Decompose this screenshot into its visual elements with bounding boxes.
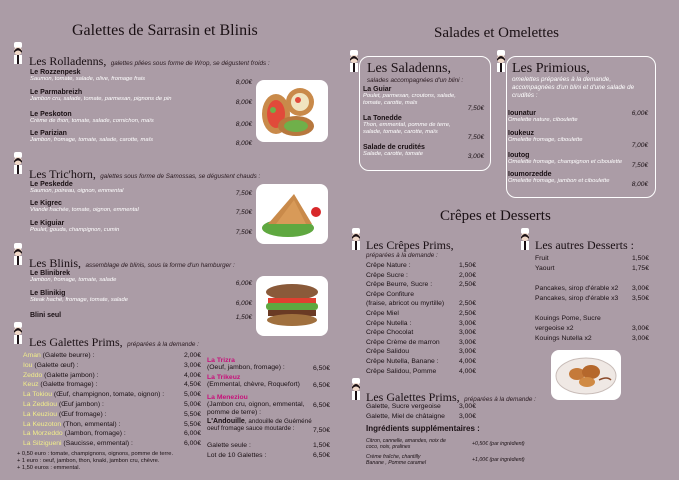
item-price: 6,50€ xyxy=(312,452,330,459)
list-item xyxy=(366,272,476,282)
list-item xyxy=(366,262,476,272)
list-item xyxy=(30,200,252,220)
rolladenns-list xyxy=(30,69,252,150)
item-desc: (Jambon, fromage) : xyxy=(62,430,126,438)
galettes-sucrees-intro: préparées à la demande : xyxy=(464,396,536,403)
chef-icon xyxy=(10,152,26,176)
item-price: 7,50€ xyxy=(235,229,252,236)
item-name: Crêpe Nutella, Banane : xyxy=(366,357,439,365)
item-desc: (Galette œuf) : xyxy=(32,361,79,369)
list-item xyxy=(366,291,476,301)
list-item xyxy=(366,358,476,368)
item-name: Fruit xyxy=(535,255,549,262)
item-desc: Salade, carotte, tomate xyxy=(363,151,423,157)
item-desc: (Galette fromage) : xyxy=(38,381,98,389)
blinis-intro: assemblage de blinis, sous la forme d'un hamburger : xyxy=(85,262,235,269)
list-item xyxy=(366,438,526,454)
item-desc: Saumon, tomate, salade, olive, fromage frais xyxy=(30,76,146,82)
list-item xyxy=(363,115,487,144)
rolladenns-title: Les Rolladenns, xyxy=(29,54,107,68)
autres-desserts-title: Les autres Desserts : xyxy=(535,238,634,252)
galettes-prims-title: Les Galettes Prims, xyxy=(29,335,123,349)
list-item xyxy=(366,339,476,349)
extra-line: + 1 euro : oeuf, jambon, thon, knaki, jambon cru, chèvre. xyxy=(17,458,160,464)
item-price: 1,50€ xyxy=(458,262,476,269)
list-item xyxy=(23,411,201,421)
list-item xyxy=(363,144,487,164)
crepes-title: Crêpes et Desserts xyxy=(440,208,551,224)
saladenns-list xyxy=(363,86,487,164)
list-item xyxy=(207,394,330,418)
item-price: 7,50€ xyxy=(312,427,330,434)
item-price: 2,50€ xyxy=(458,300,476,308)
item-name: Galette, Sucre vergeoise xyxy=(366,403,441,410)
list-item xyxy=(23,372,201,382)
item-desc: Poulet, parmesan, croutons, salade, tomate, carotte, maïs xyxy=(363,93,456,106)
crepes-prims-title: Les Crêpes Prims, xyxy=(366,238,454,252)
item-price: 3,00€ xyxy=(631,335,649,342)
item-price: 6,50€ xyxy=(312,382,330,389)
galettes-sucrees-list xyxy=(366,403,476,423)
item-name: La Meneziou xyxy=(207,394,248,401)
item-name: Le Blinikig xyxy=(30,290,66,297)
item-price: 8,00€ xyxy=(235,121,252,128)
left-title: Galettes de Sarrasin et Blinis xyxy=(72,22,258,39)
item-price: 7,50€ xyxy=(631,162,648,169)
item-name: Crêpe Sucre : xyxy=(366,271,408,279)
item-name: Yaourt xyxy=(535,265,555,272)
trichorn-intro: galettes sous forme de Samossas, se dégustent chauds : xyxy=(100,173,261,180)
item-desc: Citron, cannelle, amandes, noix de coco, noix, pralines xyxy=(366,438,446,450)
item-price: 4,00€ xyxy=(183,371,201,379)
item-desc: Steak haché, fromage, tomate, salade xyxy=(30,297,128,303)
list-item xyxy=(508,110,650,130)
salads-title: Salades et Omelettes xyxy=(434,25,559,41)
item-desc: Crème fraîche, chantilly Banane , Pomme caramel xyxy=(366,454,426,466)
primious-intro: omelettes préparées à la demande, accompagnées d'un blini et d'une salade de crudités : xyxy=(512,76,635,99)
list-item xyxy=(23,391,201,401)
list-item xyxy=(535,265,649,285)
item-price: 3,00€ xyxy=(458,348,476,356)
list-item xyxy=(30,89,252,111)
item-name: vergeoise x2 xyxy=(535,325,574,332)
item-name: Pancakes, sirop d'érable x2 xyxy=(535,285,619,292)
item-price: 2,50€ xyxy=(458,281,476,289)
item-name: Galette, Miel de châtaigne xyxy=(366,413,445,420)
list-item xyxy=(23,440,201,450)
item-price: 2,50€ xyxy=(458,309,476,317)
item-price: 3,00€ xyxy=(631,285,649,292)
item-desc: oeuf fromage sauce moutarde : xyxy=(207,425,295,432)
item-name: La Tokiou xyxy=(23,391,52,399)
item-price: 3,00€ xyxy=(183,361,201,369)
item-price: 1,50€ xyxy=(312,442,330,449)
list-item xyxy=(23,430,201,440)
crepes-prims-list xyxy=(366,262,476,377)
item-price: 4,00€ xyxy=(458,367,476,375)
item-name: L'Andouille xyxy=(207,418,245,425)
pancake-photo xyxy=(551,350,621,400)
item-desc: Jambon, fromage, tomate, salade, carotte, maïs xyxy=(30,137,154,143)
item-price: 6,00€ xyxy=(235,300,252,307)
item-name: Crêpe Chocolat xyxy=(366,329,414,337)
item-price: 7,50€ xyxy=(235,190,252,197)
item-name: La Morzeddo xyxy=(23,430,63,438)
item-price: 6,00€ xyxy=(631,110,648,117)
list-item xyxy=(366,329,476,339)
item-name: Le Peskoton xyxy=(30,111,72,118)
item-desc: Viande hachée, tomate, oignon, emmental xyxy=(30,207,139,213)
saladenns-title: Les Saladenns, xyxy=(367,61,451,76)
item-price: 5,00€ xyxy=(183,391,201,399)
galettes-prims-intro: préparées à la demande : xyxy=(127,341,199,348)
item-name: Crêpe Crème de marron xyxy=(366,338,440,346)
item-price: 2,00€ xyxy=(183,352,201,359)
chef-icon xyxy=(348,228,364,252)
samosa-photo xyxy=(256,184,328,244)
item-name: Ioumorzedde xyxy=(508,171,552,178)
item-name: Crêpe Confiture xyxy=(366,290,414,298)
item-name: Ioukeuz xyxy=(508,130,535,137)
list-item xyxy=(23,352,201,362)
item-name: Aman xyxy=(23,352,41,359)
list-item xyxy=(30,111,252,130)
list-item xyxy=(23,421,201,431)
list-item xyxy=(366,348,476,358)
list-item xyxy=(207,452,330,462)
item-name: (fraise, abricot ou myrtille) xyxy=(366,300,445,308)
item-name: Crêpe Nature : xyxy=(366,262,411,269)
item-name: La Guiar xyxy=(363,86,392,93)
item-desc: (Œuf, champignon, tomate, oignon) : xyxy=(51,391,165,399)
list-item xyxy=(535,285,649,295)
item-desc: Thon, emmental, pomme de terre, salade, tomate, carotte, maïs xyxy=(363,122,451,135)
supp-title: Ingrédients supplémentaires : xyxy=(366,424,480,433)
item-desc: Saumon, poireau, oignon, emmental xyxy=(30,188,124,194)
item-desc: (Galette jambon) : xyxy=(42,371,99,379)
galettes-prims-header xyxy=(29,333,199,351)
galettes-prims-list-right xyxy=(207,357,330,462)
item-name: Le Parizian xyxy=(30,130,67,137)
item-desc: Omelette fromage, jambon et ciboulette xyxy=(508,178,610,184)
item-desc: (Œuf fromage) : xyxy=(57,410,107,418)
list-item xyxy=(207,418,330,442)
rolladenns-header xyxy=(29,52,270,70)
item-name: Le Kiguiar xyxy=(30,220,65,227)
item-price: 3,00€ xyxy=(458,403,476,410)
item-price: 6,00€ xyxy=(235,280,252,287)
item-price: 7,50€ xyxy=(467,134,484,141)
item-desc: Jambon cru, salade, tomate, parmesan, pignons de pin xyxy=(30,96,172,102)
trichorn-list xyxy=(30,181,252,240)
supp-list xyxy=(366,438,526,470)
item-name: Pancakes, sirop d'érable x3 xyxy=(535,295,619,302)
item-name: Galette seule : xyxy=(207,442,251,449)
list-item xyxy=(366,310,476,320)
item-desc: (Oeuf, jambon, fromage) : xyxy=(207,364,285,371)
list-item xyxy=(535,335,649,345)
item-price: 5,00€ xyxy=(183,400,201,408)
list-item xyxy=(535,325,649,335)
item-price: 3,00€ xyxy=(458,413,476,420)
item-desc: (Galette beurre) : xyxy=(40,352,95,359)
item-name: Lot de 10 Galettes : xyxy=(207,452,267,459)
list-item xyxy=(535,255,649,265)
primious-title: Les Primious, xyxy=(512,61,590,76)
item-price: 2,00€ xyxy=(458,271,476,279)
list-item xyxy=(535,315,649,325)
item-name: Crêpe Beurre, Sucre : xyxy=(366,281,433,289)
item-desc: Poulet, gouda, champignon, cumin xyxy=(30,227,120,233)
item-price: 4,00€ xyxy=(458,357,476,365)
item-price: 1,50€ xyxy=(631,255,649,262)
item-name: Keuz xyxy=(23,381,39,389)
item-price: 1,75€ xyxy=(631,265,649,272)
list-item xyxy=(508,171,650,191)
list-item xyxy=(23,381,201,391)
item-name: Iounatur xyxy=(508,110,536,117)
primious-list xyxy=(508,110,650,191)
list-item xyxy=(30,130,252,150)
item-name: Le Peskedde xyxy=(30,181,73,188)
list-item xyxy=(508,152,650,171)
item-price: 5,50€ xyxy=(183,410,201,418)
item-name: La Trizra xyxy=(207,357,235,364)
item-name: La Silzigueni xyxy=(23,440,62,448)
list-item xyxy=(366,320,476,330)
item-price: 3,00€ xyxy=(458,319,476,327)
list-item xyxy=(366,368,476,378)
crepes-prims-intro: préparées à la demande : xyxy=(366,252,438,259)
item-desc: Omelette nature, ciboulette xyxy=(508,117,578,123)
list-item xyxy=(30,290,252,312)
item-price: 3,50€ xyxy=(631,295,649,302)
item-price: +0,50€ (par ingrédient) xyxy=(472,441,525,447)
blinis-list xyxy=(30,270,252,326)
list-item xyxy=(207,357,330,374)
list-item xyxy=(207,442,330,452)
chef-icon xyxy=(10,322,26,346)
galettes-sucrees-title: Les Galettes Prims, xyxy=(366,390,460,404)
item-price: 7,50€ xyxy=(235,209,252,216)
list-item xyxy=(23,401,201,411)
burger-photo xyxy=(256,276,328,336)
list-item xyxy=(23,362,201,372)
item-name: Zeddo xyxy=(23,371,43,379)
chef-icon xyxy=(10,243,26,267)
wrap-photo xyxy=(256,80,328,142)
item-name: Blini seul xyxy=(30,312,62,319)
item-name: La Tonedde xyxy=(363,115,402,122)
chef-icon xyxy=(348,378,364,402)
list-item xyxy=(535,295,649,315)
item-name: La Keuzoton xyxy=(23,420,62,428)
item-price: 8,00€ xyxy=(235,140,252,147)
blinis-title: Les Blinis, xyxy=(29,256,82,270)
item-price: 8,00€ xyxy=(235,99,252,106)
galettes-prims-list xyxy=(23,352,201,450)
item-name: Le Parmabreizh xyxy=(30,89,83,96)
item-name: Kouings Nutella x2 xyxy=(535,335,592,342)
rolladenns-intro: galettes pliées sous forme de Wrop, se dégustent froids : xyxy=(110,60,270,67)
autres-desserts-list xyxy=(535,255,649,345)
chef-icon xyxy=(10,42,26,66)
item-price: 6,50€ xyxy=(312,402,330,409)
item-price: 4,50€ xyxy=(183,381,201,389)
item-name: Kouings Pome, Sucre xyxy=(535,315,601,322)
item-desc: Crème de thon, tomate, salade, cornichon, maïs xyxy=(30,118,154,124)
item-price: +1,00€ (par ingrédient) xyxy=(472,457,525,463)
item-price: 7,50€ xyxy=(467,105,484,112)
item-desc: (Œuf jambon) : xyxy=(57,400,104,408)
list-item xyxy=(30,312,252,326)
list-item xyxy=(30,270,252,290)
item-name: Iou xyxy=(23,361,33,369)
item-price: 1,50€ xyxy=(235,314,252,321)
item-name: Crêpe Salidou xyxy=(366,348,410,356)
list-item xyxy=(30,69,252,89)
item-price: 6,00€ xyxy=(183,430,201,438)
list-item xyxy=(366,281,476,291)
item-price: 6,50€ xyxy=(312,365,330,372)
item-name: La Trikeuz xyxy=(207,374,241,381)
list-item xyxy=(366,413,476,423)
extra-line: + 1,50 euros : emmental. xyxy=(17,465,81,471)
list-item xyxy=(207,374,330,394)
item-desc: Jambon, fromage, tomate, salade xyxy=(30,277,117,283)
extra-line: + 0,50 euro : tomate, champignons, oignons, pomme de terre. xyxy=(17,451,174,457)
item-price: 3,00€ xyxy=(458,338,476,346)
item-name: Salade de crudités xyxy=(363,144,425,151)
item-desc: Omelette fromage, ciboulette xyxy=(508,137,583,143)
item-desc: Omelette fromage, champignon et ciboulette xyxy=(508,159,623,165)
item-name: Le Rozzenpesk xyxy=(30,69,81,76)
chef-icon xyxy=(517,228,533,252)
list-item xyxy=(366,403,476,413)
trichorn-title: Les Tric'horn, xyxy=(29,167,96,181)
item-price: 3,00€ xyxy=(631,325,649,332)
list-item xyxy=(366,300,476,310)
item-price: 3,00€ xyxy=(458,329,476,337)
item-name: Crêpe Nutella : xyxy=(366,319,412,327)
saladenns-intro: salades accompagnées d'un blini : xyxy=(367,77,464,84)
item-name: La Keuziou xyxy=(23,410,58,418)
list-item xyxy=(508,130,650,152)
item-name: Le Kigrec xyxy=(30,200,62,207)
item-price: 7,00€ xyxy=(631,142,648,149)
extras xyxy=(17,451,173,472)
item-desc: (Emmental, chèvre, Roquefort) xyxy=(207,381,300,388)
item-desc: (Saucisse, emmental) : xyxy=(61,440,133,448)
item-desc: (Thon, emmental) : xyxy=(61,420,121,428)
item-price: 3,00€ xyxy=(467,153,484,160)
item-desc: , andouille de Guéméné xyxy=(244,418,312,425)
item-name: La Zeddiou xyxy=(23,400,58,408)
item-name: Ioutog xyxy=(508,152,530,159)
item-desc: (Jambon cru, oignon, emmental, pomme de terre) : xyxy=(207,401,305,416)
item-name: Le Blinibrek xyxy=(30,270,71,277)
list-item xyxy=(30,181,252,200)
item-name: Crêpe Salidou, Pomme xyxy=(366,367,437,375)
item-price: 5,50€ xyxy=(183,420,201,428)
item-price: 8,00€ xyxy=(631,181,648,188)
list-item xyxy=(366,454,526,470)
list-item xyxy=(30,220,252,240)
item-price: 6,00€ xyxy=(183,440,201,448)
item-price: 8,00€ xyxy=(235,79,252,86)
item-name: Crêpe Miel xyxy=(366,309,399,317)
list-item xyxy=(363,86,487,115)
